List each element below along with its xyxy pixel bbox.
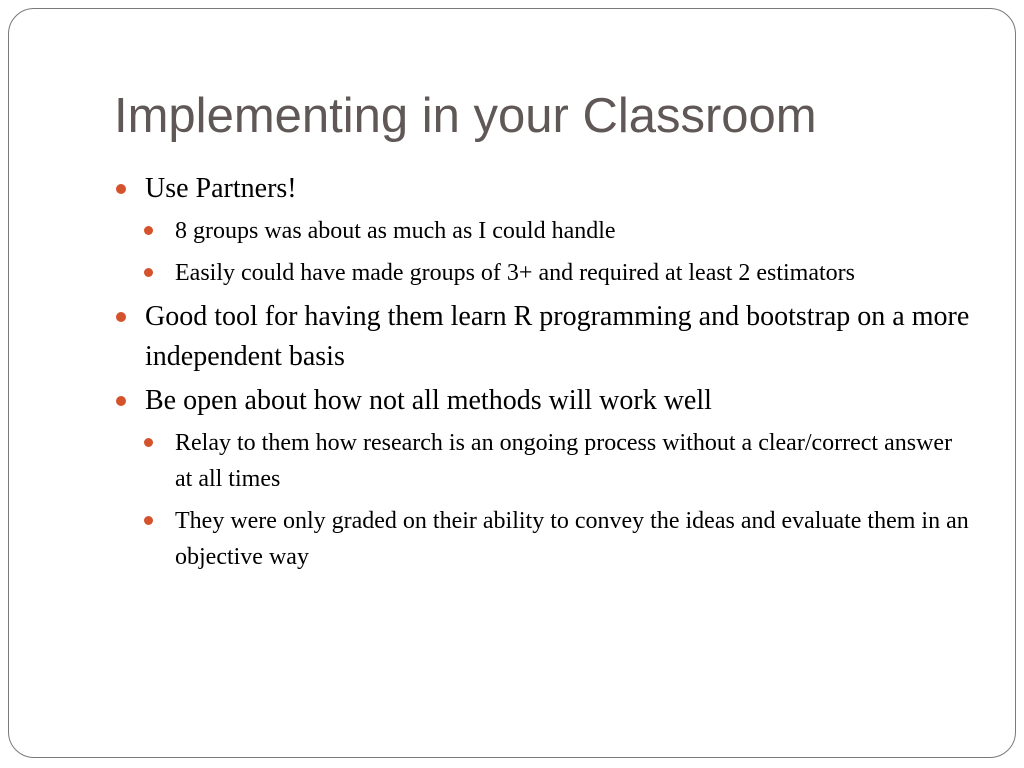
bullet-dot-icon — [116, 184, 126, 194]
bullet-item — [114, 381, 974, 421]
bullet-dot-icon — [116, 312, 126, 322]
sub-bullet-text: Easily could have made groups of 3+ and required at least 2 estimators — [175, 260, 856, 286]
bullet-dot-icon — [144, 438, 153, 447]
sub-bullet-item — [144, 503, 974, 575]
sub-bullet-text: Relay to them how research is an ongoing process without a clear/correct answer at all times — [175, 430, 953, 492]
bullet-item — [114, 297, 974, 377]
bullet-text: Be open about how not all methods will work well — [145, 385, 712, 416]
slide-title: Implementing in your Classroom — [114, 89, 817, 143]
sub-bullet-item — [144, 425, 974, 497]
sub-bullet-list — [144, 213, 974, 291]
bullet-text: Good tool for having them learn R programming and bootstrap on a more independent basis — [145, 301, 970, 372]
bullet-list — [114, 169, 974, 581]
bullet-dot-icon — [116, 396, 126, 406]
bullet-item — [114, 169, 974, 209]
sub-bullet-text: 8 groups was about as much as I could handle — [175, 218, 616, 244]
sub-bullet-text: They were only graded on their ability to convey the ideas and evaluate them in an objective way — [175, 508, 969, 570]
bullet-dot-icon — [144, 516, 153, 525]
sub-bullet-list — [144, 425, 974, 575]
bullet-dot-icon — [144, 268, 153, 277]
sub-bullet-item — [144, 255, 974, 291]
bullet-text: Use Partners! — [145, 173, 297, 204]
sub-bullet-item — [144, 213, 974, 249]
bullet-dot-icon — [144, 226, 153, 235]
slide — [8, 8, 1016, 758]
